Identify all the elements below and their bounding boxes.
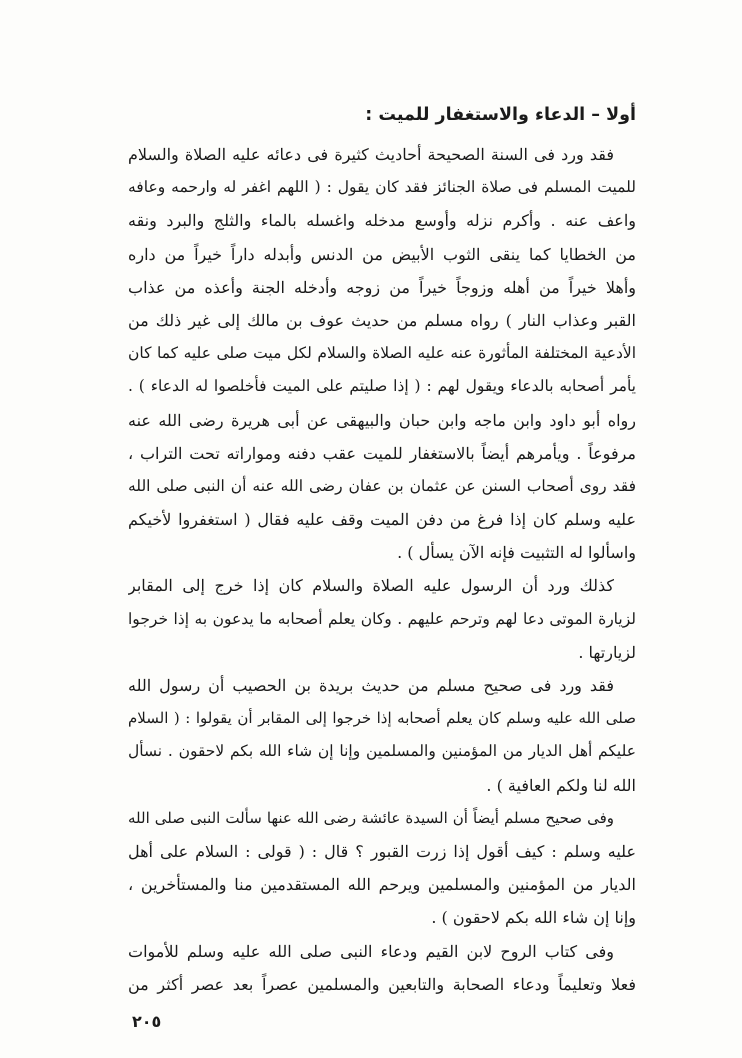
- text-line: وأهلا خيراً من أهله وزوجاً خيراً من زوجه وأدخله الجنة وأعذه من عذاب: [128, 277, 636, 297]
- text-line: وفى كتاب الروح لابن القيم ودعاء النبى صلى الله عليه وسلم للأموات: [128, 941, 614, 961]
- text-line: وفى صحيح مسلم أيضاً أن السيدة عائشة رضى الله عنها سألت النبى صلى الله: [128, 808, 614, 827]
- text-line: كذلك ورد أن الرسول عليه الصلاة والسلام كان إذا خرج إلى المقابر: [128, 576, 614, 596]
- text-line: فعلا وتعليماً ودعاء الصحابة والتابعين والمسلمين عصراً بعد عصر أكثر من: [128, 974, 636, 994]
- paragraph-1: [128, 138, 636, 569]
- text-line: لزيارتها .: [578, 642, 636, 662]
- text-line: فقد ورد فى السنة الصحيحة أحاديث كثيرة فى دعائه عليه الصلاة والسلام: [128, 145, 614, 164]
- text-line: رواه أبو داود وابن ماجه وابن حبان والبيهقى عن أبى هريرة رضى الله عنه: [128, 410, 636, 430]
- text-line: مرفوعاً . ويأمرهم أيضاً بالاستغفار للميت عقب دفنه ومواراته تحت التراب ،: [128, 443, 636, 463]
- text-line: للميت المسلم فى صلاة الجنائز فقد كان يقول : ( اللهم اغفر له وارحمه وعافه: [128, 178, 636, 197]
- text-line: عليه وسلم كان إذا فرغ من دفن الميت وقف عليه فقال ( استغفروا لأخيكم: [128, 510, 636, 530]
- section-heading: أولا – الدعاء والاستغفار للميت :: [365, 105, 636, 125]
- paragraph-5: [128, 935, 636, 1001]
- text-line: من الخطايا كما ينقى الثوب الأبيض من الدنس وأبدله داراً خيراً من داره: [128, 244, 636, 264]
- paragraph-2: [128, 569, 636, 669]
- text-line: يأمر أصحابه بالدعاء ويقول لهم : ( إذا صليتم على الميت فأخلصوا له الدعاء ) .: [128, 377, 636, 396]
- text-line: القبر وعذاب النار ) رواه مسلم من حديث عوف بن مالك إلى غير ذلك من: [128, 310, 636, 330]
- text-line: واسألوا له التثبيت فإنه الآن يسأل ) .: [397, 543, 636, 563]
- text-line: واعف عنه . وأكرم نزله وأوسع مدخله واغسله بالماء والثلج والبرد ونقه: [128, 211, 636, 231]
- paragraph-3: [128, 669, 636, 802]
- text-line: عليكم أهل الديار من المؤمنين والمسلمين وإنا إن شاء الله بكم لاحقون . نسأل: [128, 742, 636, 761]
- text-line: فقد روى أصحاب السنن عن عثمان بن عفان رضى الله عنه أن النبى صلى الله: [128, 476, 636, 495]
- text-line: الله لنا ولكم العافية ) .: [486, 775, 636, 795]
- text-line: صلى الله عليه وسلم كان يعلم أصحابه إذا خرجوا إلى المقابر أن يقولوا : ( السلام: [128, 709, 636, 728]
- text-line: الأدعية المختلفة المأثورة عنه عليه الصلاة والسلام لكل ميت صلى عليه كما كان: [128, 344, 636, 363]
- text-line: الديار من المؤمنين والمسلمين ويرحم الله المستقدمين منا والمستأخرين ،: [128, 875, 636, 895]
- page-body: [128, 92, 636, 1001]
- paragraph-4: [128, 802, 636, 935]
- text-line: وإنا إن شاء الله بكم لاحقون ) .: [431, 908, 636, 928]
- text-line: فقد ورد فى صحيح مسلم من حديث بريدة بن الحصيب أن رسول الله: [128, 676, 614, 695]
- text-line: لزيارة الموتى دعا لهم وترحم عليهم . وكان يعلم أصحابه ما يدعون به إذا خرجوا: [128, 609, 636, 628]
- text-line: عليه وسلم : كيف أقول إذا زرت القبور ؟ قال : ( قولى : السلام على أهل: [128, 841, 636, 861]
- page-number: ٢٠٥: [132, 1012, 162, 1031]
